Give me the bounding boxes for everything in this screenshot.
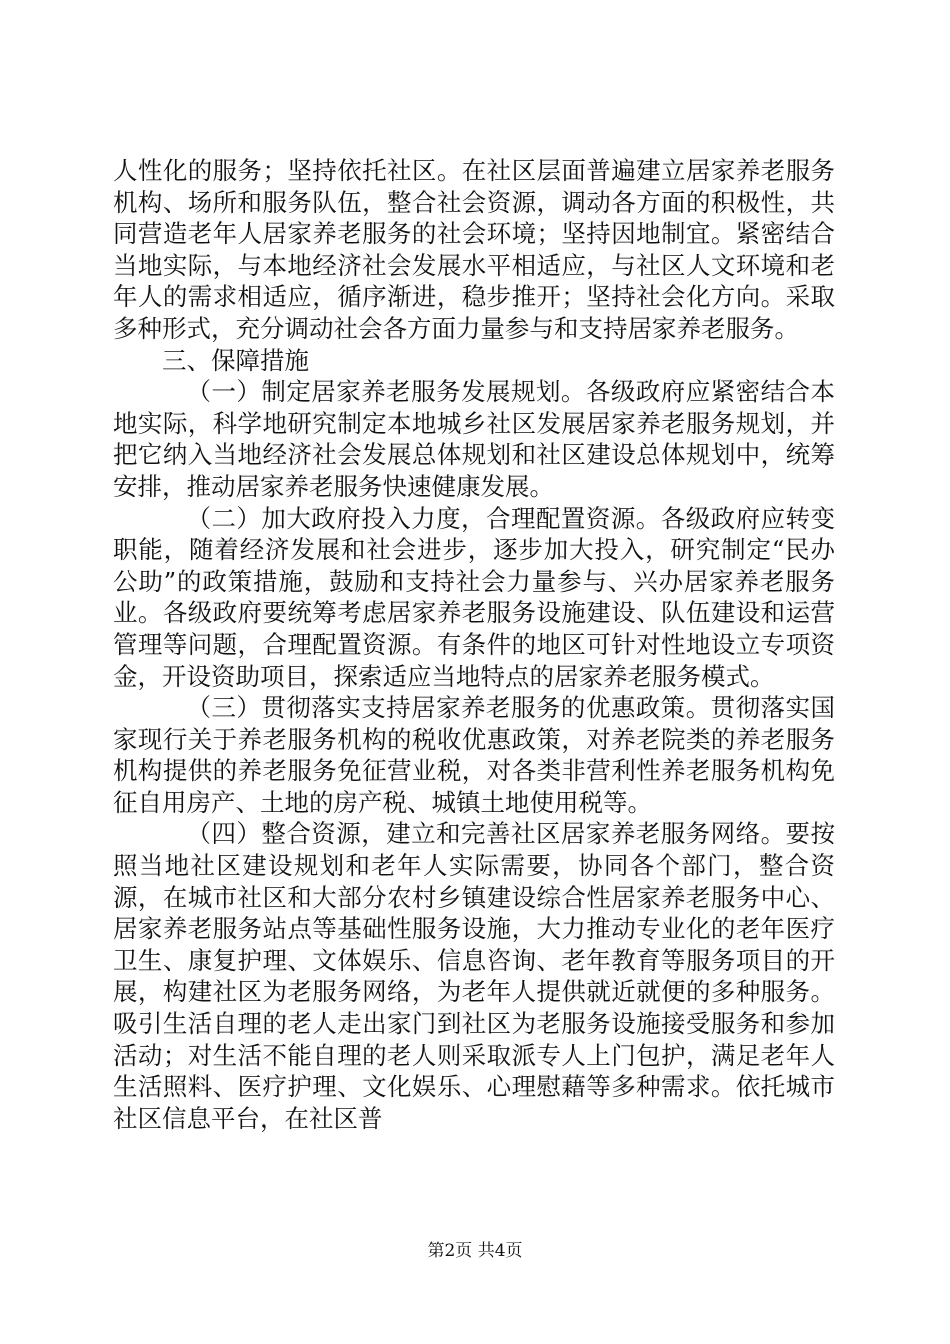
paragraph-plan: （一）制定居家养老服务发展规划。各级政府应紧密结合本地实际，科学地研究制定本地城乡社区发展居家养老服务规划，并把它纳入当地经济社会发展总体规划和社区建设总体规划中，统筹安排，推动居家养老服务快速健康发展。	[113, 377, 835, 501]
section-heading-safeguards: 三、保障措施	[162, 345, 309, 375]
paragraph-continuation: 人性化的服务；坚持依托社区。在社区层面普遍建立居家养老服务机构、场所和服务队伍，整合社会资源，调动各方面的积极性，共同营造老年人居家养老服务的社会环境；坚持因地制宜。紧密结合当地实际，与本地经济社会发展水平相适应，与社区人文环境和老年人的需求相适应，循序渐进，稳步推开；坚持社会化方向。采取多种形式，充分调动社会各方面力量参与和支持居家养老服务。	[113, 156, 835, 343]
page-footer: 第2页 共4页	[427, 1241, 523, 1261]
paragraph-investment: （二）加大政府投入力度，合理配置资源。各级政府应转变职能，随着经济发展和社会进步，逐步加大投入，研究制定“民办公助”的政策措施，鼓励和支持社会力量参与、兴办居家养老服务业。各级政府要统筹考虑居家养老服务设施建设、队伍建设和运营管理等问题，合理配置资源。有条件的地区可针对性地设立专项资金，开设资助项目，探索适应当地特点的居家养老服务模式。	[113, 503, 835, 691]
document-body	[113, 155, 835, 1134]
paragraph-network: （四）整合资源，建立和完善社区居家养老服务网络。要按照当地社区建设规划和老年人实际需要，协同各个部门，整合资源，在城市社区和大部分农村乡镇建设综合性居家养老服务中心、居家养老服务站点等基础性服务设施，大力推动专业化的老年医疗卫生、康复护理、文体娱乐、信息咨询、老年教育等服务项目的开展，构建社区为老服务网络，为老年人提供就近就便的多种服务。吸引生活自理的老人走出家门到社区为老服务设施接受服务和参加活动；对生活不能自理的老人则采取派专人上门包护，满足老年人生活照料、医疗护理、文化娱乐、心理慰藉等多种需求。依托城市社区信息平台，在社区普	[113, 819, 835, 1133]
paragraph-policy: （三）贯彻落实支持居家养老服务的优惠政策。贯彻落实国家现行关于养老服务机构的税收优惠政策，对养老院类的养老服务机构提供的养老服务免征营业税，对各类非营利性养老服务机构免征自用房产、土地的房产税、城镇土地使用税等。	[113, 693, 835, 817]
